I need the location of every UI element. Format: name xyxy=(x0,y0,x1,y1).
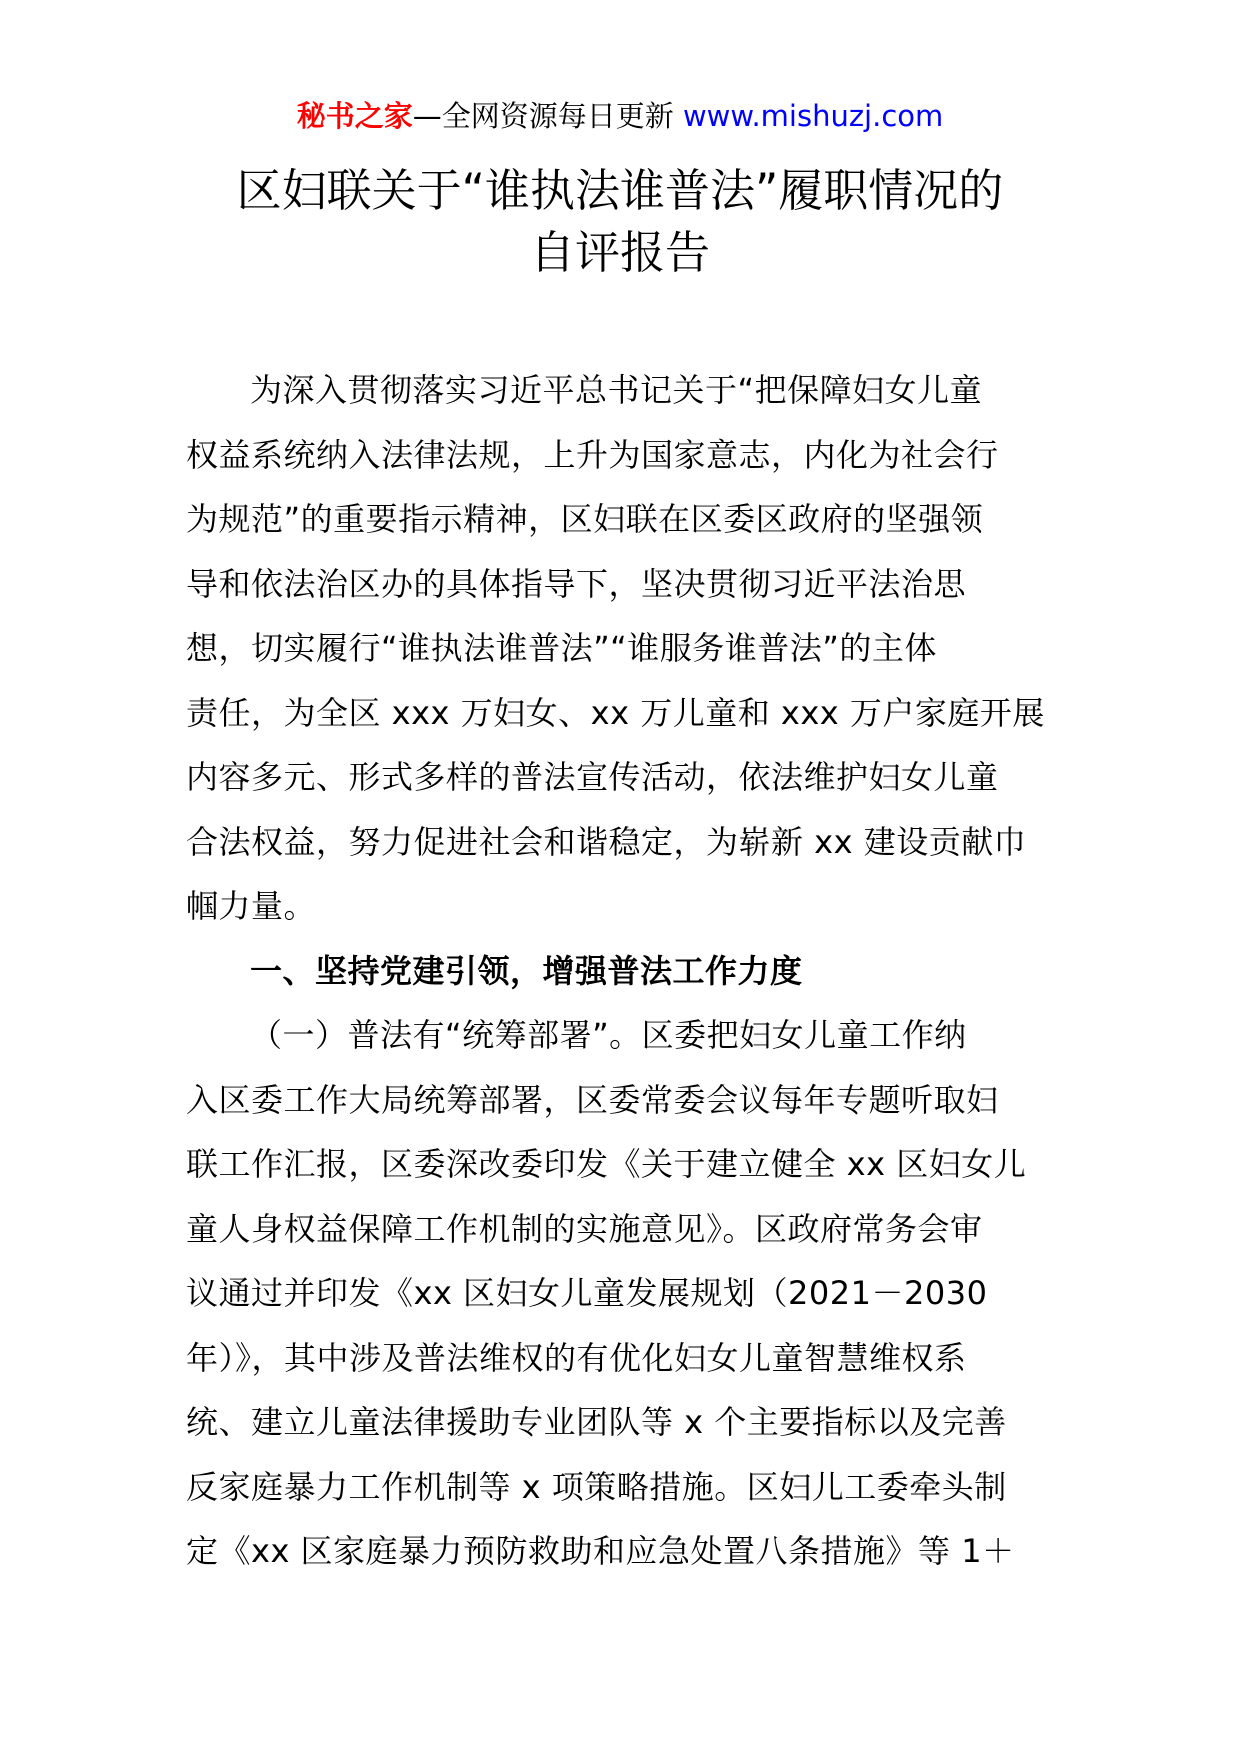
paragraph-line: 反家庭暴力工作机制等 x 项策略措施。区妇儿工委牵头制 xyxy=(186,1467,1007,1506)
brand-name: 秘书之家 xyxy=(296,99,413,133)
header-tagline: —全网资源每日更新 xyxy=(412,99,683,133)
document-title-line-1: 区妇联关于“谁执法谁普法”履职情况的 xyxy=(236,164,1004,217)
paragraph-line: 议通过并印发《xx 区妇女儿童发展规划（2021－2030 xyxy=(186,1274,988,1312)
paragraph-line: 帼力量。 xyxy=(186,887,317,925)
site-header xyxy=(0,96,1240,136)
paragraph-line: 入区委工作大局统筹部署，区委常委会议每年专题听取妇 xyxy=(186,1080,999,1119)
site-url-link[interactable]: www.mishuzj.com xyxy=(682,99,944,133)
paragraph-line: 联工作汇报，区委深改委印发《关于建立健全 xx 区妇女儿 xyxy=(186,1145,1027,1183)
paragraph-line: （一）普法有“统筹部署”。区委把妇女儿童工作纳 xyxy=(250,1016,967,1054)
paragraph-line: 统、建立儿童法律援助专业团队等 x 个主要指标以及完善 xyxy=(186,1403,1007,1441)
paragraph-line: 想，切实履行“谁执法谁普法”“谁服务谁普法”的主体 xyxy=(186,629,937,667)
paragraph-line: 责任，为全区 xxx 万妇女、xx 万儿童和 xxx 万户家庭开展 xyxy=(186,693,1045,732)
paragraph-line: 合法权益，努力促进社会和谐稳定，为崭新 xx 建设贡献巾 xyxy=(186,822,1027,861)
paragraph-line: 为深入贯彻落实习近平总书记关于“把保障妇女儿童 xyxy=(250,371,983,409)
paragraph-line: 内容多元、形式多样的普法宣传活动，依法维护妇女儿童 xyxy=(186,758,999,796)
paragraph-line: 年）》，其中涉及普法维权的有优化妇女儿童智慧维权系 xyxy=(186,1338,967,1377)
paragraph-line: 童人身权益保障工作机制的实施意见》。区政府常务会审 xyxy=(186,1209,983,1248)
section-heading: 一、坚持党建引领，增强普法工作力度 xyxy=(250,951,803,990)
paragraph-line: 为规范”的重要指示精神，区妇联在区委区政府的坚强领 xyxy=(186,500,984,538)
document-body xyxy=(186,358,1056,1584)
document-title-line-2: 自评报告 xyxy=(529,226,710,279)
paragraph-line: 权益系统纳入法律法规，上升为国家意志，内化为社会行 xyxy=(186,435,999,474)
paragraph-line: 导和依法治区办的具体指导下，坚决贯彻习近平法治思 xyxy=(186,564,967,603)
document-title xyxy=(140,160,1100,284)
paragraph-line: 定《xx 区家庭暴力预防救助和应急处置八条措施》等 1＋ xyxy=(186,1532,1015,1570)
